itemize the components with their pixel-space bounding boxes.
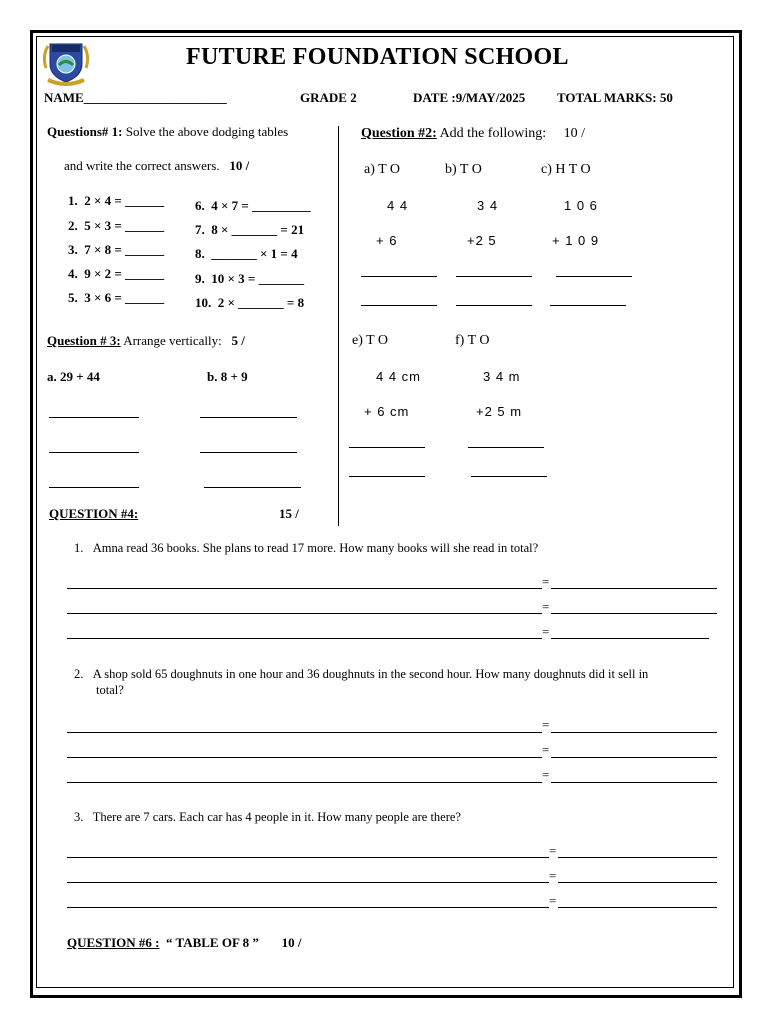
equals-sign: = (542, 717, 550, 732)
q4-marks: 15 / (279, 506, 299, 521)
total-marks-label: TOTAL MARKS: 50 (557, 90, 673, 105)
name-field[interactable]: NAME______________________ (44, 90, 227, 105)
answer-line[interactable] (67, 857, 549, 858)
answer-line[interactable] (558, 907, 717, 908)
answer-line[interactable] (67, 907, 549, 908)
q2-e-top: 4 4 cm (376, 369, 422, 384)
q1-instruction-b: and write the correct answers. (64, 158, 220, 173)
answer-line[interactable] (551, 732, 717, 733)
answer-line[interactable] (67, 588, 542, 589)
q2-b-heading: b) T O (445, 162, 482, 177)
answer-line[interactable] (49, 417, 139, 418)
answer-line[interactable] (361, 305, 437, 306)
q2-f-heading: f) T O (455, 333, 490, 348)
answer-line[interactable] (67, 613, 542, 614)
q1-item[interactable]: 1. 2 × 4 = ______ (68, 193, 165, 208)
q6-marks: 10 / (281, 935, 302, 950)
equals-sign: = (549, 893, 557, 908)
q2-instruction: Add the following: (436, 126, 547, 141)
equals-sign: = (542, 742, 550, 757)
page-border-inner (36, 36, 734, 988)
q4-problem-1: 1. Amna read 36 books. She plans to read 17 more. How many books will she read in total? (74, 541, 539, 555)
answer-line[interactable] (551, 588, 717, 589)
q3-item-a: a. 29 + 44 (47, 369, 100, 384)
q1-item[interactable]: 10. 2 × _______ = 8 (195, 295, 305, 310)
answer-line[interactable] (49, 452, 139, 453)
q1-item[interactable]: 8. _______ × 1 = 4 (195, 246, 298, 261)
q1-marks: 10 / (229, 158, 250, 173)
q6-label: QUESTION #6 : (67, 935, 160, 950)
answer-line[interactable] (67, 882, 549, 883)
answer-line[interactable] (67, 782, 542, 783)
answer-line[interactable] (349, 476, 425, 477)
q1-item[interactable]: 2. 5 × 3 = ______ (68, 218, 165, 233)
equals-sign: = (549, 868, 557, 883)
q2-b-top: 3 4 (477, 198, 499, 213)
date-label: DATE :9/MAY/2025 (413, 90, 526, 105)
q2-a-heading: a) T O (364, 162, 401, 177)
answer-line[interactable] (67, 757, 542, 758)
grade-label: GRADE 2 (300, 90, 357, 105)
q2-e-heading: e) T O (352, 333, 389, 348)
answer-line[interactable] (550, 305, 626, 306)
school-name: FUTURE FOUNDATION SCHOOL (186, 44, 569, 70)
equals-sign: = (542, 624, 550, 639)
q2-f-addend: +2 5 m (476, 404, 523, 419)
answer-line[interactable] (67, 732, 542, 733)
q3-heading (47, 333, 245, 349)
answer-line[interactable] (200, 452, 297, 453)
answer-line[interactable] (551, 638, 709, 639)
school-logo (40, 38, 92, 88)
answer-line[interactable] (551, 757, 717, 758)
q2-heading (361, 126, 585, 142)
q2-a-top: 4 4 (387, 198, 409, 213)
answer-line[interactable] (556, 276, 632, 277)
q1-item[interactable]: 9. 10 × 3 = _______ (195, 271, 305, 286)
answer-line[interactable] (49, 487, 139, 488)
q3-marks: 5 / (231, 333, 245, 348)
q2-c-heading: c) H T O (541, 162, 591, 177)
answer-line[interactable] (551, 782, 717, 783)
column-divider (338, 126, 339, 526)
answer-line[interactable] (67, 638, 542, 639)
answer-line[interactable] (558, 857, 717, 858)
q2-a-addend: + 6 (376, 233, 398, 248)
q1-item[interactable]: 4. 9 × 2 = ______ (68, 266, 165, 281)
q3-instruction: Arrange vertically: (120, 333, 222, 348)
q2-f-top: 3 4 m (483, 369, 521, 384)
answer-line[interactable] (551, 613, 717, 614)
answer-line[interactable] (456, 276, 532, 277)
answer-line[interactable] (204, 487, 301, 488)
answer-line[interactable] (200, 417, 297, 418)
q1-instruction-line2 (64, 158, 249, 174)
answer-line[interactable] (468, 447, 544, 448)
equals-sign: = (542, 767, 550, 782)
q4-problem-2-cont: total? (96, 683, 124, 697)
answer-line[interactable] (361, 276, 437, 277)
q3-label: Question # 3: (47, 333, 121, 348)
q4-problem-2: 2. A shop sold 65 doughnuts in one hour and 36 doughnuts in the second hour. How many doughnuts did it sell in (74, 667, 649, 681)
q1-instruction: Solve the above dodging tables (122, 124, 289, 139)
q3-item-b: b. 8 + 9 (207, 369, 248, 384)
q1-item[interactable]: 7. 8 × _______ = 21 (195, 222, 305, 237)
q2-label: Question #2: (361, 126, 437, 141)
answer-line[interactable] (349, 447, 425, 448)
q2-c-addend: + 1 0 9 (552, 233, 600, 248)
q1-item[interactable]: 3. 7 × 8 = ______ (68, 242, 165, 257)
answer-line[interactable] (456, 305, 532, 306)
equals-sign: = (542, 599, 550, 614)
answer-line[interactable] (558, 882, 717, 883)
q6-heading (67, 935, 302, 951)
q2-marks: 10 / (563, 126, 586, 141)
answer-line[interactable] (471, 476, 547, 477)
q2-e-addend: + 6 cm (364, 404, 410, 419)
equals-sign: = (549, 843, 557, 858)
q4-label: QUESTION #4: (49, 506, 139, 521)
q1-heading (47, 124, 288, 140)
q2-c-top: 1 0 6 (564, 198, 598, 213)
q4-problem-3: 3. There are 7 cars. Each car has 4 people in it. How many people are there? (74, 810, 461, 824)
q1-item[interactable]: 5. 3 × 6 = ______ (68, 290, 165, 305)
q1-item[interactable]: 6. 4 × 7 = _________ (195, 198, 311, 213)
q2-b-addend: +2 5 (467, 233, 497, 248)
q6-title: “ TABLE OF 8 ” (165, 935, 259, 950)
equals-sign: = (542, 574, 550, 589)
q1-label: Questions# 1: (47, 124, 123, 139)
